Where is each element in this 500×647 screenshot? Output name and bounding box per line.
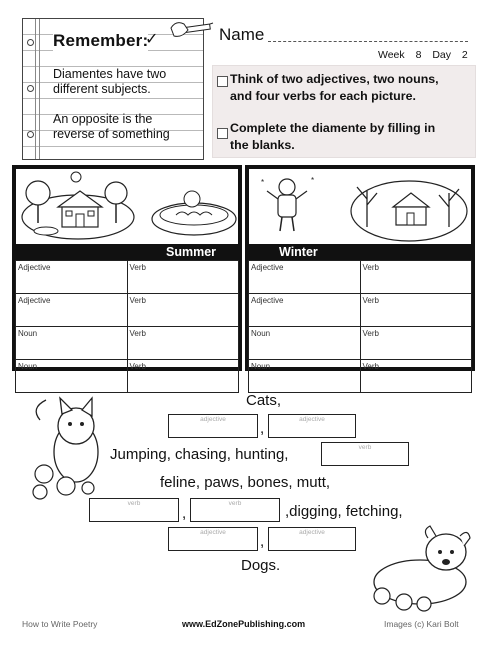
blank-hint: adjective [200,416,226,423]
comma: , [260,533,265,550]
table-cell[interactable]: Verb [360,360,472,393]
table-row [16,294,239,327]
winter-title: Winter [279,245,318,259]
table-row [249,327,472,360]
adjective-blank[interactable] [268,414,356,438]
blank-hint: adjective [299,416,325,423]
remember-line: reverse of something [53,127,170,141]
checkbox-2[interactable] [217,128,228,139]
table-cell[interactable]: Verb [127,261,239,294]
summer-panel [12,165,242,371]
instruction-line: the blanks. [230,138,295,152]
instruction-text [230,120,470,154]
comma: , [260,420,265,437]
blank-hint: verb [127,500,141,507]
note-margin-line [35,19,36,159]
svg-text:*: * [261,178,265,187]
table-row [249,360,472,393]
table-cell[interactable]: Verb [360,294,472,327]
table-row [16,327,239,360]
winter-header [249,244,471,260]
summer-title: Summer [166,245,217,259]
blank-hint: adjective [299,529,325,536]
summer-scene-drawing [16,169,238,245]
footer-right: Images (c) Kari Bolt [384,619,459,629]
name-field[interactable] [268,41,468,42]
table-cell[interactable]: Adjective [16,294,128,327]
winter-word-table [248,260,472,393]
verb-blank[interactable] [190,498,280,522]
table-cell[interactable]: Verb [360,261,472,294]
checkmark-icon: ✓ [145,31,159,48]
table-cell[interactable]: Noun [249,360,361,393]
note-hole [27,131,34,138]
instructions-box [212,65,476,158]
table-cell[interactable]: Adjective [249,294,361,327]
note-margin-line-2 [39,19,40,159]
table-row [249,294,472,327]
checkbox-1[interactable] [217,76,228,87]
verb-blank[interactable] [321,442,409,466]
adjective-blank[interactable] [268,527,356,551]
table-cell[interactable]: Noun [16,327,128,360]
hand-pencil-icon [168,16,214,44]
instruction-line: Think of two adjectives, two nouns, [230,72,439,86]
dogs-drawing [362,524,474,616]
adjective-blank[interactable] [168,414,258,438]
footer-left: How to Write Poetry [22,619,98,629]
winter-panel [245,165,475,371]
remember-title: Remember: [53,31,149,50]
remember-line: different subjects. [53,82,151,96]
instruction-text [230,71,470,105]
poem-line-7: Dogs. [241,557,281,574]
poem-line-4: feline, paws, bones, mutt, [160,474,331,491]
table-row [249,261,472,294]
poem-line-1: Cats, [246,392,282,409]
table-cell[interactable]: Adjective [16,261,128,294]
table-cell[interactable]: Adjective [249,261,361,294]
remember-line: An opposite is the [53,112,153,126]
name-label: Name [219,25,265,44]
svg-text:*: * [311,176,315,185]
verb-blank[interactable] [89,498,179,522]
instruction-line: and four verbs for each picture. [230,89,416,103]
table-cell[interactable]: Noun [249,327,361,360]
blank-hint: verb [228,500,242,507]
blank-hint: adjective [200,529,226,536]
winter-scene-drawing [249,169,471,245]
table-cell[interactable]: Noun [16,360,128,393]
comma: , [182,505,187,522]
table-cell[interactable]: Verb [127,294,239,327]
instruction-line: Complete the diamente by filling in [230,121,436,135]
blank-hint: verb [358,444,372,451]
poem-line-3: Jumping, chasing, hunting, [110,446,289,463]
table-cell[interactable]: Verb [360,327,472,360]
remember-line: Diamentes have two [53,67,167,81]
table-cell[interactable]: Verb [127,360,239,393]
table-row [16,261,239,294]
note-hole [27,85,34,92]
summer-word-table [15,260,239,393]
footer-center[interactable]: www.EdZonePublishing.com [182,619,306,629]
week-day-label: Week 8 Day 2 [378,49,468,61]
note-hole [27,39,34,46]
summer-header [16,244,238,260]
table-row [16,360,239,393]
cats-drawing [20,392,108,502]
adjective-blank[interactable] [168,527,258,551]
table-cell[interactable]: Verb [127,327,239,360]
poem-line-5-suffix: ,digging, fetching, [285,503,403,520]
